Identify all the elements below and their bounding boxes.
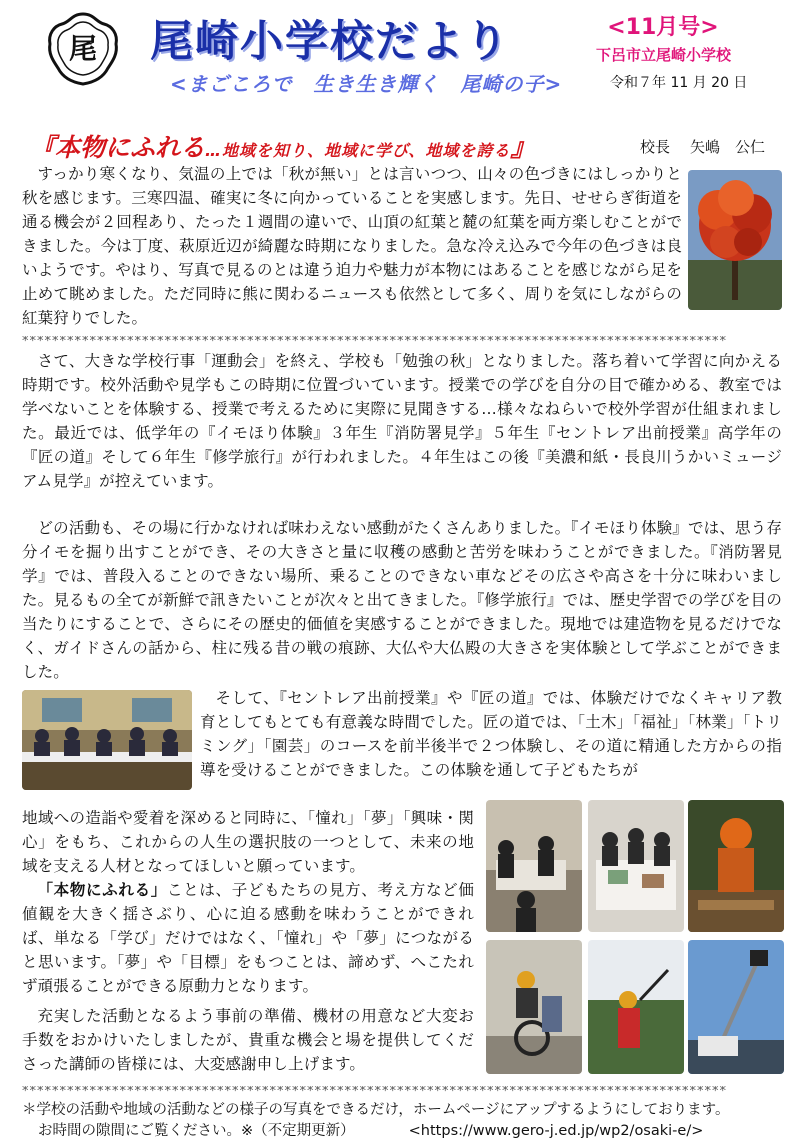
article-title [30,128,535,164]
article-author [640,136,765,157]
newsletter-masthead: 尾崎小学校だより [150,17,510,67]
activity-photo-2 [588,800,684,932]
activity-photo-1 [486,800,582,932]
separator-line: ********************************************************************************************** [22,336,727,348]
paragraph-autumn: すっかり寒くなり、気温の上では「秋が無い」とは言いつつ、山々の色づきにはしっかりと秋を感じます。三寒四温、確実に冬に向かっていることを実感します。先日、せせらぎ街道を通る機会が２回程あり、たった１週間の違いで、山頂の紅葉と麓の紅葉を両方楽しむことができました。今は丁度、萩原近辺が綺麗な時期になりました。急な冷え込みで今年の色づきは良いようです。やはり、写真で見るのとは違う迫力や魅力が本物にはあることを感じながら足を止めて眺めました。ただ同時に熊に関わるニュースも依然として多く、周りを気にしながらの紅葉狩りでした。 [22,165,682,327]
activity-photo-3 [688,800,784,932]
article-title-end: 』 [510,133,536,162]
activity-photo-6 [688,940,784,1074]
paragraph-thanks: 充実した活動となるよう事前の準備、機材の用意など大変お手数をおかけいたしましたが、貴重な機会と場を提供してくださった講師の皆様には、大変感謝申し上げます。 [22,1007,474,1073]
activity-photo-5 [588,940,684,1074]
paragraph-school-events: さて、大きな学校行事「運動会」を終え、学校も「勉強の秋」となりました。落ち着いて学習に向かえる時期です。校外活動や見学もこの時期に位置づいています。授業での学びを自分の目で確かめる、教室では学べないことを体験する、授業で考えるために実際に見聞きする…様々なねらいで校外学習が仕組まれました。最近では、低学年の『イモほり体験』３年生『消防署見学』５年生『セントレア出前授業』高学年の『匠の道』そして６年生『修学旅行』が行われました。４年生はこの後『美濃和紙・長良川うかいミュージアム見学』が控えています。 [22,352,782,490]
homepage-link[interactable]: <https://www.gero-j.ed.jp/wp2/osaki-e/> [408,1123,704,1139]
footer-line-2: お時間の隙間にご覧ください。※（不定期更新） [38,1123,355,1139]
article-title-main: 『本物にふれる [30,133,206,162]
footer-notice [22,1100,729,1142]
paragraph-activities: どの活動も、その場に行かなければ味わえない感動がたくさんありました。『イモほり体験』では、思う存分イモを掘り出すことができ、その大きさと量に収穫の感動と苦労を味わうことができました。『消防署見学』では、普段入ることのできない場所、乗ることのできない車などその広さや高さを十分に味わいました。見るもの全てが新鮮で訊きたいことが次々と出てきました。『修学旅行』では、歴史学習での学びを目の当たりにすることで、さらにその歴史的価値を実感することができました。現地では建造物を見るだけでなく、ガイドさんの話から、柱に残る昔の戦の痕跡、大仏や大仏殿の大きさを実体験として学ぶことができました。 [22,519,782,681]
issue-date: 令和７年 11 月 20 日 [610,75,748,91]
real-experience-text: ことは、子どもたちの見方、考え方など価値観を大きく揺さぶり、心に迫る感動を味わうことができれば、単なる「学び」だけではなく、「憧れ」や「夢」につながると思います。「夢」や「目標」をもつことは、諦めず、へこたれず頑張ることができる原動力となります。 [22,881,475,995]
paragraph-future-hopes: 地域への造詣や愛着を深めると同時に、「憧れ」「夢」「興味・関心」をもち、これからの人生の選択肢の一つとして、未来の地域を支える人材となってほしいと願っています。 [22,809,474,875]
paragraph-career-education: そして、『セントレア出前授業』や『匠の道』では、体験だけでなくキャリア教育としてもとても有意義な時間でした。匠の道では、「土木」「福祉」「林業」「トリミング」「園芸」のコースを前半後半で２つ体験し、その道に精通した方からの指導を受けることができました。この体験を通して子どもたちが [200,689,782,779]
career-class-photo [22,690,192,790]
footer-line-1: ＊学校の活動や地域の活動などの様子の写真をできるだけ，ホームページにアップするようにしております。 [22,1102,730,1118]
school-motto: <まごころで 生き生き輝く 尾崎の子> [170,72,563,96]
school-seal-logo [42,8,124,90]
paragraph-real-experience [22,878,474,998]
activity-photo-4 [486,940,582,1074]
author-name: 矢嶋 公仁 [690,138,766,156]
author-role: 校長 [640,138,671,156]
school-name: 下呂市立尾崎小学校 [596,46,732,64]
svg-text:尾: 尾 [68,32,98,65]
separator-line-bottom: ********************************************************************************************** [22,1086,727,1098]
autumn-maple-photo [688,170,782,310]
issue-number: <11月号> [607,15,719,40]
real-experience-emphasis: 「本物にふれる」 [37,881,167,899]
article-title-sub: …地域を知り、地域に学び、地域を誇る [205,141,511,160]
